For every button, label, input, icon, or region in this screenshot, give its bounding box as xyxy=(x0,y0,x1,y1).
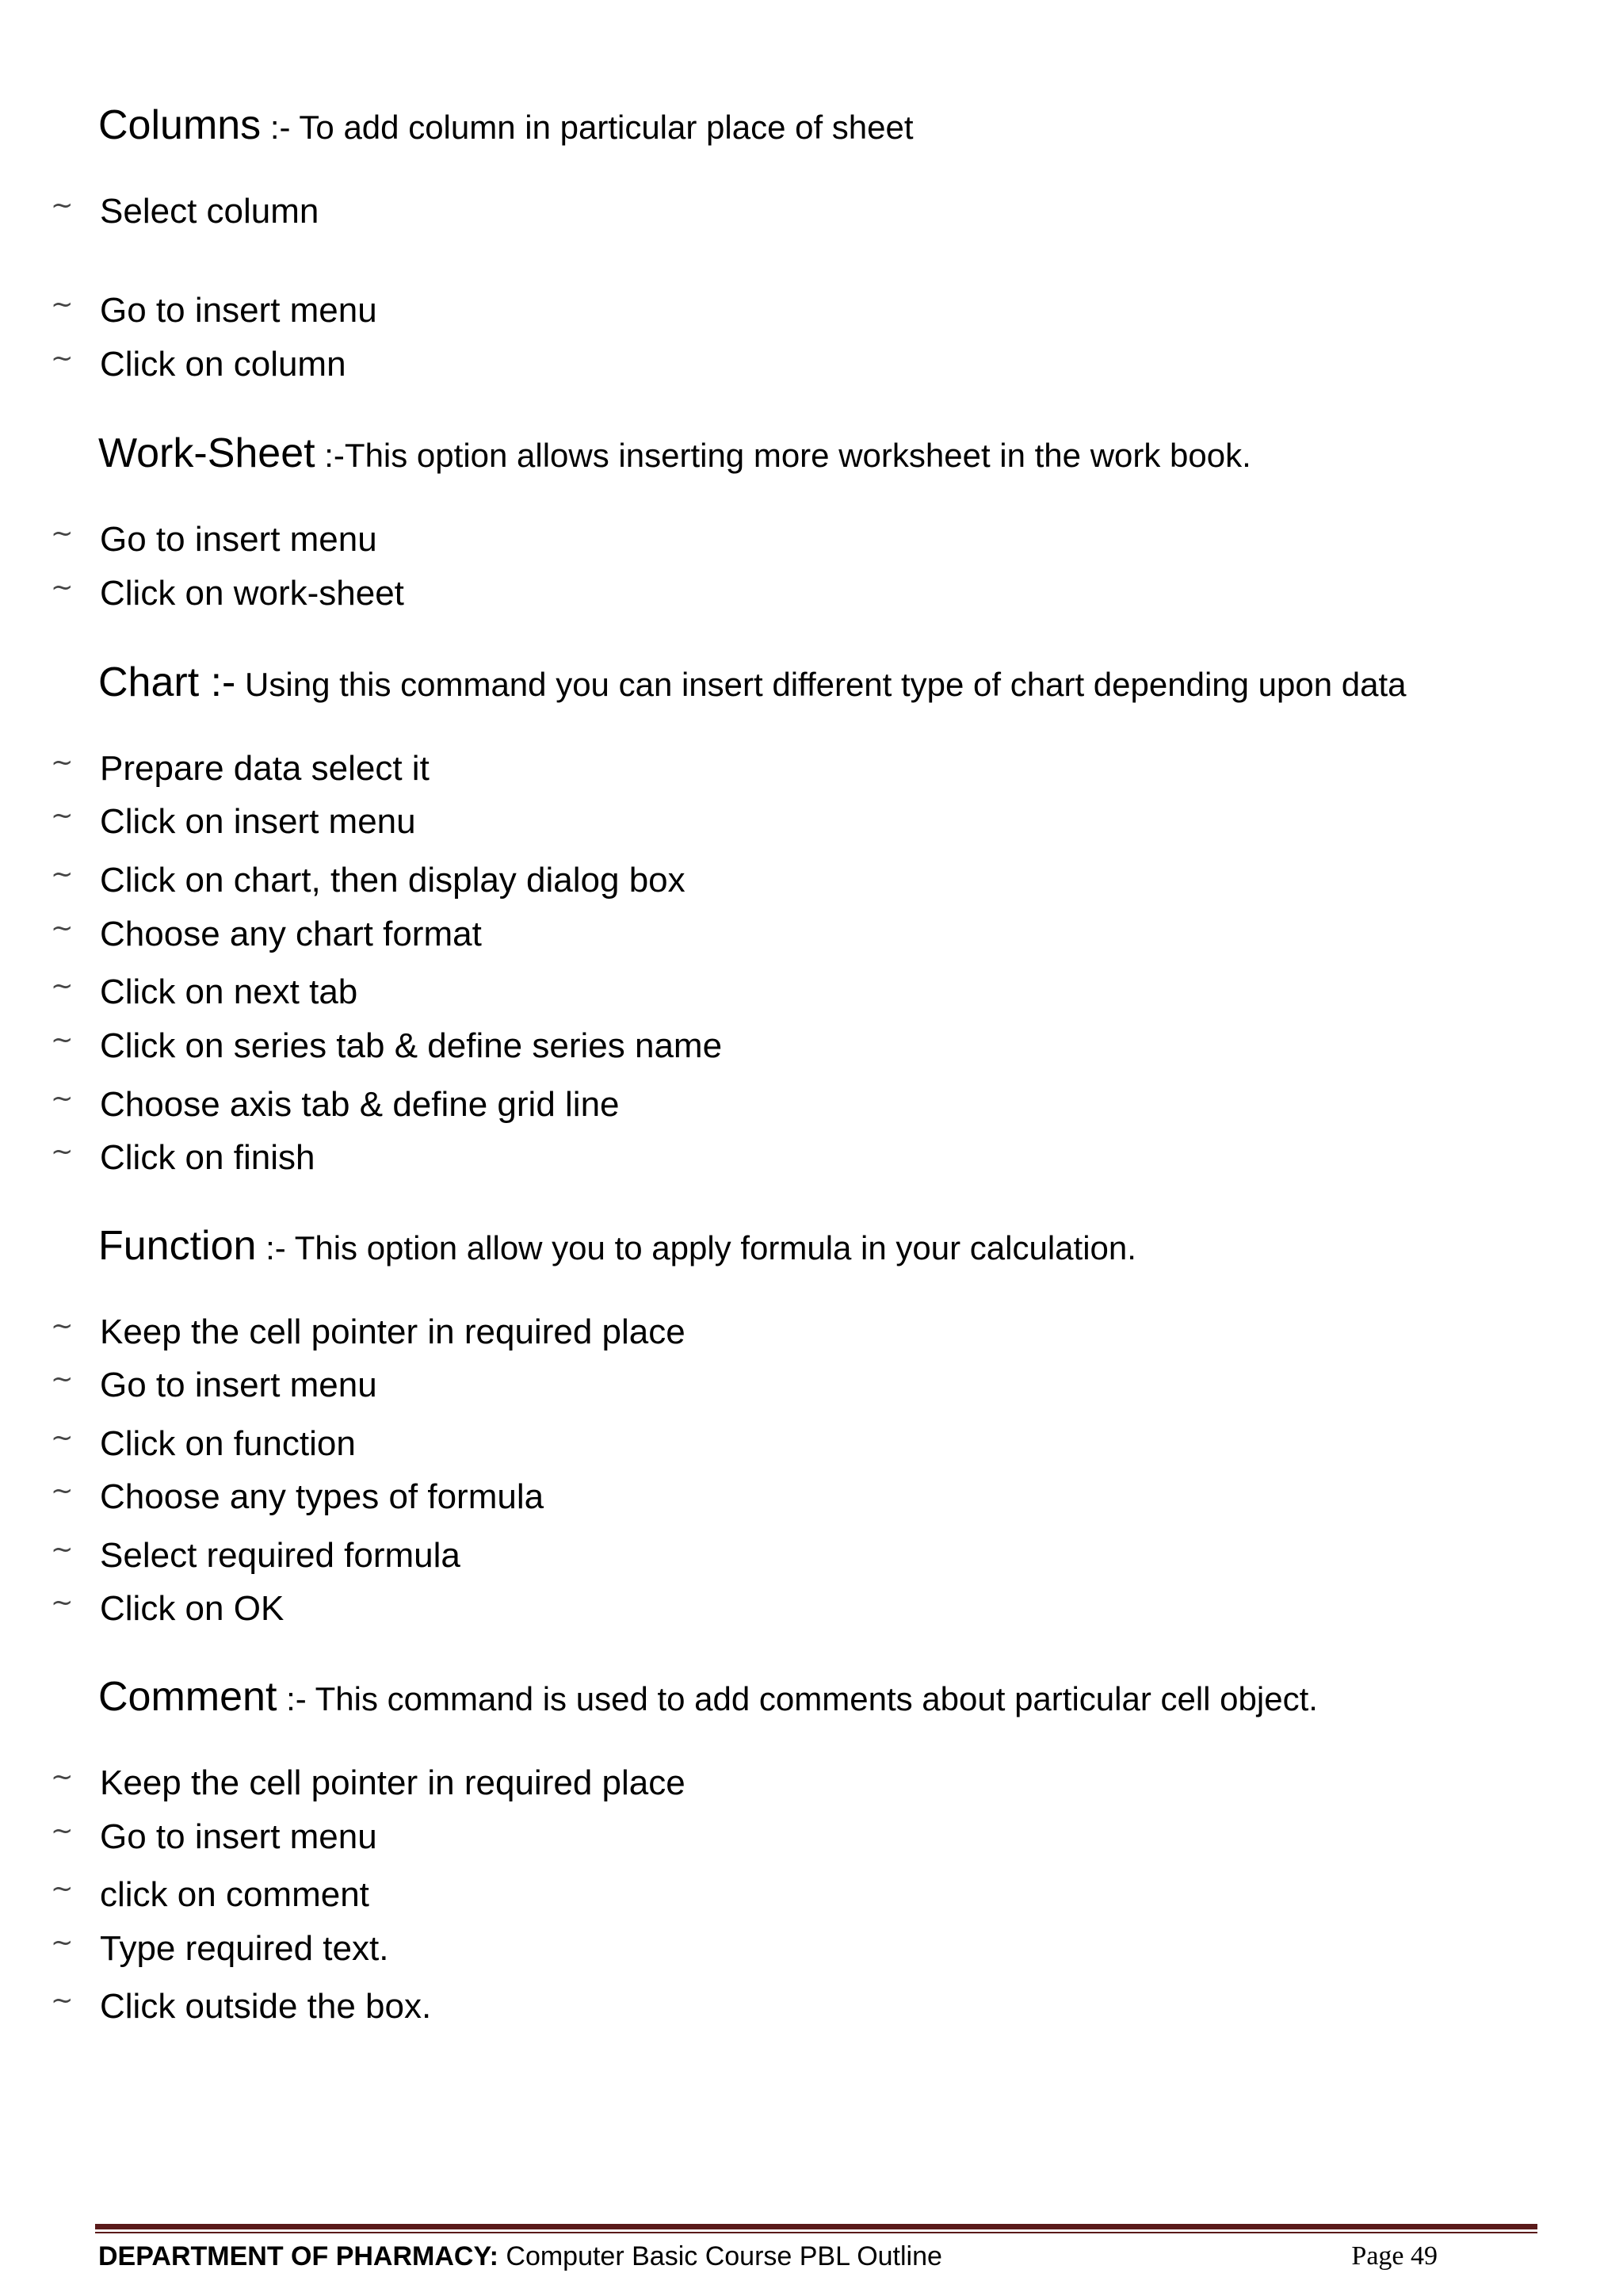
step-text: Click on OK xyxy=(100,1589,285,1628)
list-item xyxy=(51,1362,377,1409)
list-item xyxy=(51,1081,620,1129)
step-text: Choose any chart format xyxy=(100,915,482,953)
section-term: Comment xyxy=(98,1674,277,1720)
section-description: :-This option allows inserting more worksheet in the work book. xyxy=(315,437,1251,474)
step-text: Click outside the box. xyxy=(100,1987,432,2026)
section-term: Columns xyxy=(98,102,262,148)
section-heading xyxy=(98,1671,1564,1733)
footer-department: DEPARTMENT OF PHARMACY: xyxy=(98,2241,498,2271)
footer-page-number: Page 49 xyxy=(1351,2241,1438,2271)
list-item xyxy=(51,1420,356,1468)
step-text: Keep the cell pointer in required place xyxy=(100,1312,685,1351)
tilde-bullet-icon: ~ xyxy=(51,800,74,831)
step-text: Choose any types of formula xyxy=(100,1477,544,1516)
tilde-bullet-icon: ~ xyxy=(51,1985,74,2016)
step-text: Keep the cell pointer in required place xyxy=(100,1763,685,1802)
list-item xyxy=(51,570,404,617)
step-text: Click on insert menu xyxy=(100,802,416,841)
list-item xyxy=(51,1134,315,1182)
footer-course: Computer Basic Course PBL Outline xyxy=(498,2241,942,2271)
step-text: Select column xyxy=(100,192,319,231)
section-term: Function xyxy=(98,1223,257,1269)
tilde-bullet-icon: ~ xyxy=(51,1534,74,1565)
tilde-bullet-icon: ~ xyxy=(51,1310,74,1342)
section-comment xyxy=(98,1671,1564,1733)
tilde-bullet-icon: ~ xyxy=(51,1422,74,1454)
step-text: Go to insert menu xyxy=(100,520,377,559)
section-heading xyxy=(98,657,1564,718)
tilde-bullet-icon: ~ xyxy=(51,1927,74,1958)
tilde-bullet-icon: ~ xyxy=(51,1363,74,1395)
tilde-bullet-icon: ~ xyxy=(51,1136,74,1167)
section-term: Chart :- xyxy=(98,659,236,705)
tilde-bullet-icon: ~ xyxy=(51,912,74,944)
section-heading xyxy=(98,428,1564,489)
list-item xyxy=(51,1308,685,1356)
step-text: Click on series tab & define series name xyxy=(100,1026,723,1065)
step-text: Type required text. xyxy=(100,1929,389,1968)
section-function xyxy=(98,1221,1564,1282)
step-text: Go to insert menu xyxy=(100,1817,377,1856)
list-item xyxy=(51,1532,460,1580)
section-heading xyxy=(98,1221,1564,1282)
tilde-bullet-icon: ~ xyxy=(51,518,74,549)
step-text: Click on finish xyxy=(100,1138,315,1177)
section-columns xyxy=(98,100,1564,161)
section-heading xyxy=(98,100,1564,161)
tilde-bullet-icon: ~ xyxy=(51,747,74,778)
list-item xyxy=(51,516,377,563)
list-item xyxy=(51,1871,369,1919)
tilde-bullet-icon: ~ xyxy=(51,1024,74,1056)
list-item xyxy=(51,1983,432,2030)
step-text: click on comment xyxy=(100,1875,369,1914)
list-item xyxy=(51,1022,723,1070)
section-description: Using this command you can insert different type of chart depending upon data xyxy=(235,666,1407,703)
list-item xyxy=(51,968,358,1016)
step-text: Click on work-sheet xyxy=(100,574,404,613)
tilde-bullet-icon: ~ xyxy=(51,1475,74,1507)
list-item xyxy=(51,1585,285,1633)
footer-divider-thin xyxy=(95,2232,1537,2233)
tilde-bullet-icon: ~ xyxy=(51,1815,74,1847)
list-item xyxy=(51,287,377,334)
tilde-bullet-icon: ~ xyxy=(51,858,74,890)
step-text: Go to insert menu xyxy=(100,291,377,330)
tilde-bullet-icon: ~ xyxy=(51,970,74,1002)
list-item xyxy=(51,911,482,958)
section-chart xyxy=(98,657,1564,718)
step-text: Click on column xyxy=(100,345,346,384)
step-text: Click on next tab xyxy=(100,972,358,1011)
section-description: :- This option allow you to apply formula in your calculation. xyxy=(256,1229,1136,1266)
tilde-bullet-icon: ~ xyxy=(51,1873,74,1904)
list-item xyxy=(51,188,319,235)
tilde-bullet-icon: ~ xyxy=(51,1083,74,1114)
section-description: :- To add column in particular place of sheet xyxy=(261,109,914,146)
list-item xyxy=(51,745,430,793)
list-item xyxy=(51,1925,389,1973)
page-footer xyxy=(98,2237,1438,2276)
step-text: Click on function xyxy=(100,1424,356,1463)
tilde-bullet-icon: ~ xyxy=(51,342,74,374)
step-text: Choose axis tab & define grid line xyxy=(100,1085,620,1124)
section-term: Work-Sheet xyxy=(98,430,315,476)
list-item xyxy=(51,1473,544,1521)
tilde-bullet-icon: ~ xyxy=(51,288,74,320)
section-work-sheet xyxy=(98,428,1564,489)
tilde-bullet-icon: ~ xyxy=(51,189,74,221)
footer-divider xyxy=(95,2224,1537,2229)
list-item xyxy=(51,1759,685,1807)
tilde-bullet-icon: ~ xyxy=(51,1587,74,1618)
step-text: Prepare data select it xyxy=(100,749,430,788)
section-description: :- This command is used to add comments about particular cell object. xyxy=(277,1680,1318,1717)
step-text: Select required formula xyxy=(100,1536,460,1575)
list-item xyxy=(51,1813,377,1861)
list-item xyxy=(51,341,346,388)
tilde-bullet-icon: ~ xyxy=(51,571,74,603)
step-text: Click on chart, then display dialog box xyxy=(100,861,685,900)
step-text: Go to insert menu xyxy=(100,1366,377,1404)
tilde-bullet-icon: ~ xyxy=(51,1761,74,1793)
list-item xyxy=(51,857,685,904)
list-item xyxy=(51,798,416,846)
